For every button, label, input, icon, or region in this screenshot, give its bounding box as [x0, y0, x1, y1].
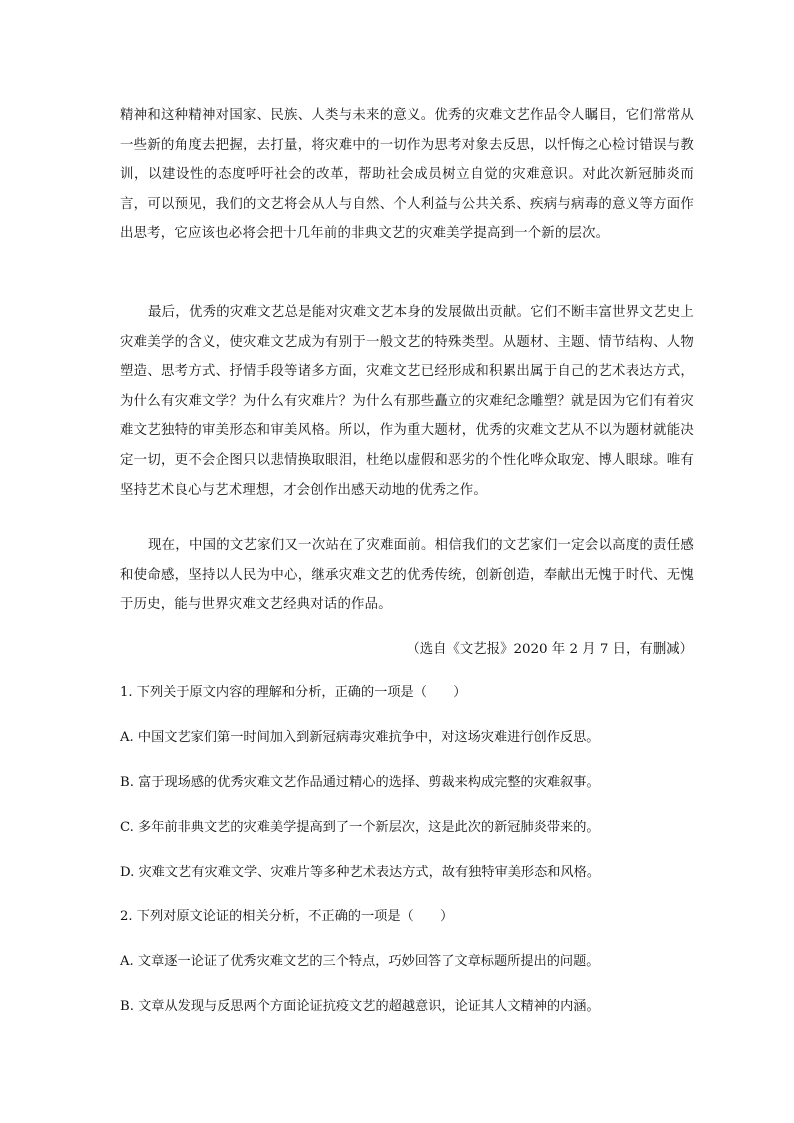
source-citation: （选自《文艺报》2020 年 2 月 7 日，有删减）: [406, 642, 693, 657]
question-option: D. 灾难文艺有灾难文学、灾难片等多种艺术表达方式，故有独特审美形态和风格。: [120, 865, 601, 880]
body-paragraph: 最后，优秀的灾难文艺总是能对灾难文艺本身的发展做出贡献。它们不断丰富世界文艺史上灾难美学的含义，使灾难文艺成为有别于一般文艺的特殊类型。从题材、主题、情节结构、人物塑造、思考方式、抒情手段等诸多方面，灾难文艺已经形成和积累出属于自己的艺术表达方式，为什么有灾难文学？为什么有灾难片？为什么有那些矗立的灾难纪念雕塑？就是因为它们有着灾难文艺独特的审美形态和审美风格。所以，作为重大题材，优秀的灾难文艺从不以为题材就能决定一切，更不会企图只以悲情换取眼泪，杜绝以虚假和恶劣的个性化哗众取宠、博人眼球。唯有坚持艺术良心与艺术理想，才会创作出感天动地的优秀之作。: [120, 305, 694, 498]
question-option: B. 文章从发现与反思两个方面论证抗疫文艺的超越意识，论证其人文精神的内涵。: [120, 999, 600, 1014]
question-option: B. 富于现场感的优秀灾难文艺作品通过精心的选择、剪裁来构成完整的灾难叙事。: [120, 775, 600, 790]
body-paragraph: 精神和这种精神对国家、民族、人类与未来的意义。优秀的灾难文艺作品令人瞩目，它们常常从一些新的角度去把握，去打量，将灾难中的一切作为思考对象去反思，以忏悔之心检讨错误与教训，以建设性的态度呼吁社会的改革，帮助社会成员树立自觉的灾难意识。对此次新冠肺炎而言，可以预见，我们的文艺将会从人与自然、个人利益与公共关系、疾病与病毒的意义等方面作出思考，它应该也必将会把十几年前的非典文艺的灾难美学提高到一个新的层次。: [120, 108, 694, 242]
body-paragraph: 现在，中国的文艺家们又一次站在了灾难面前。相信我们的文艺家们一定会以高度的责任感和使命感，坚持以人民为中心，继承灾难文艺的优秀传统，创新创造，奉献出无愧于时代、无愧于历史，能与世界灾难文艺经典对话的作品。: [120, 538, 694, 613]
question-option: A. 文章逐一论证了优秀灾难文艺的三个特点，巧妙回答了文章标题所提出的问题。: [120, 954, 600, 969]
question-stem: 1. 下列关于原文内容的理解和分析，正确的一项是（ ）: [120, 685, 467, 700]
question-option: A. 中国文艺家们第一时间加入到新冠病毒灾难抗争中，对这场灾难进行创作反思。: [120, 730, 600, 745]
question-option: C. 多年前非典文艺的灾难美学提高到了一个新层次，这是此次的新冠肺炎带来的。: [120, 820, 600, 835]
question-stem: 2. 下列对原文论证的相关分析，不正确的一项是（ ）: [120, 909, 454, 924]
